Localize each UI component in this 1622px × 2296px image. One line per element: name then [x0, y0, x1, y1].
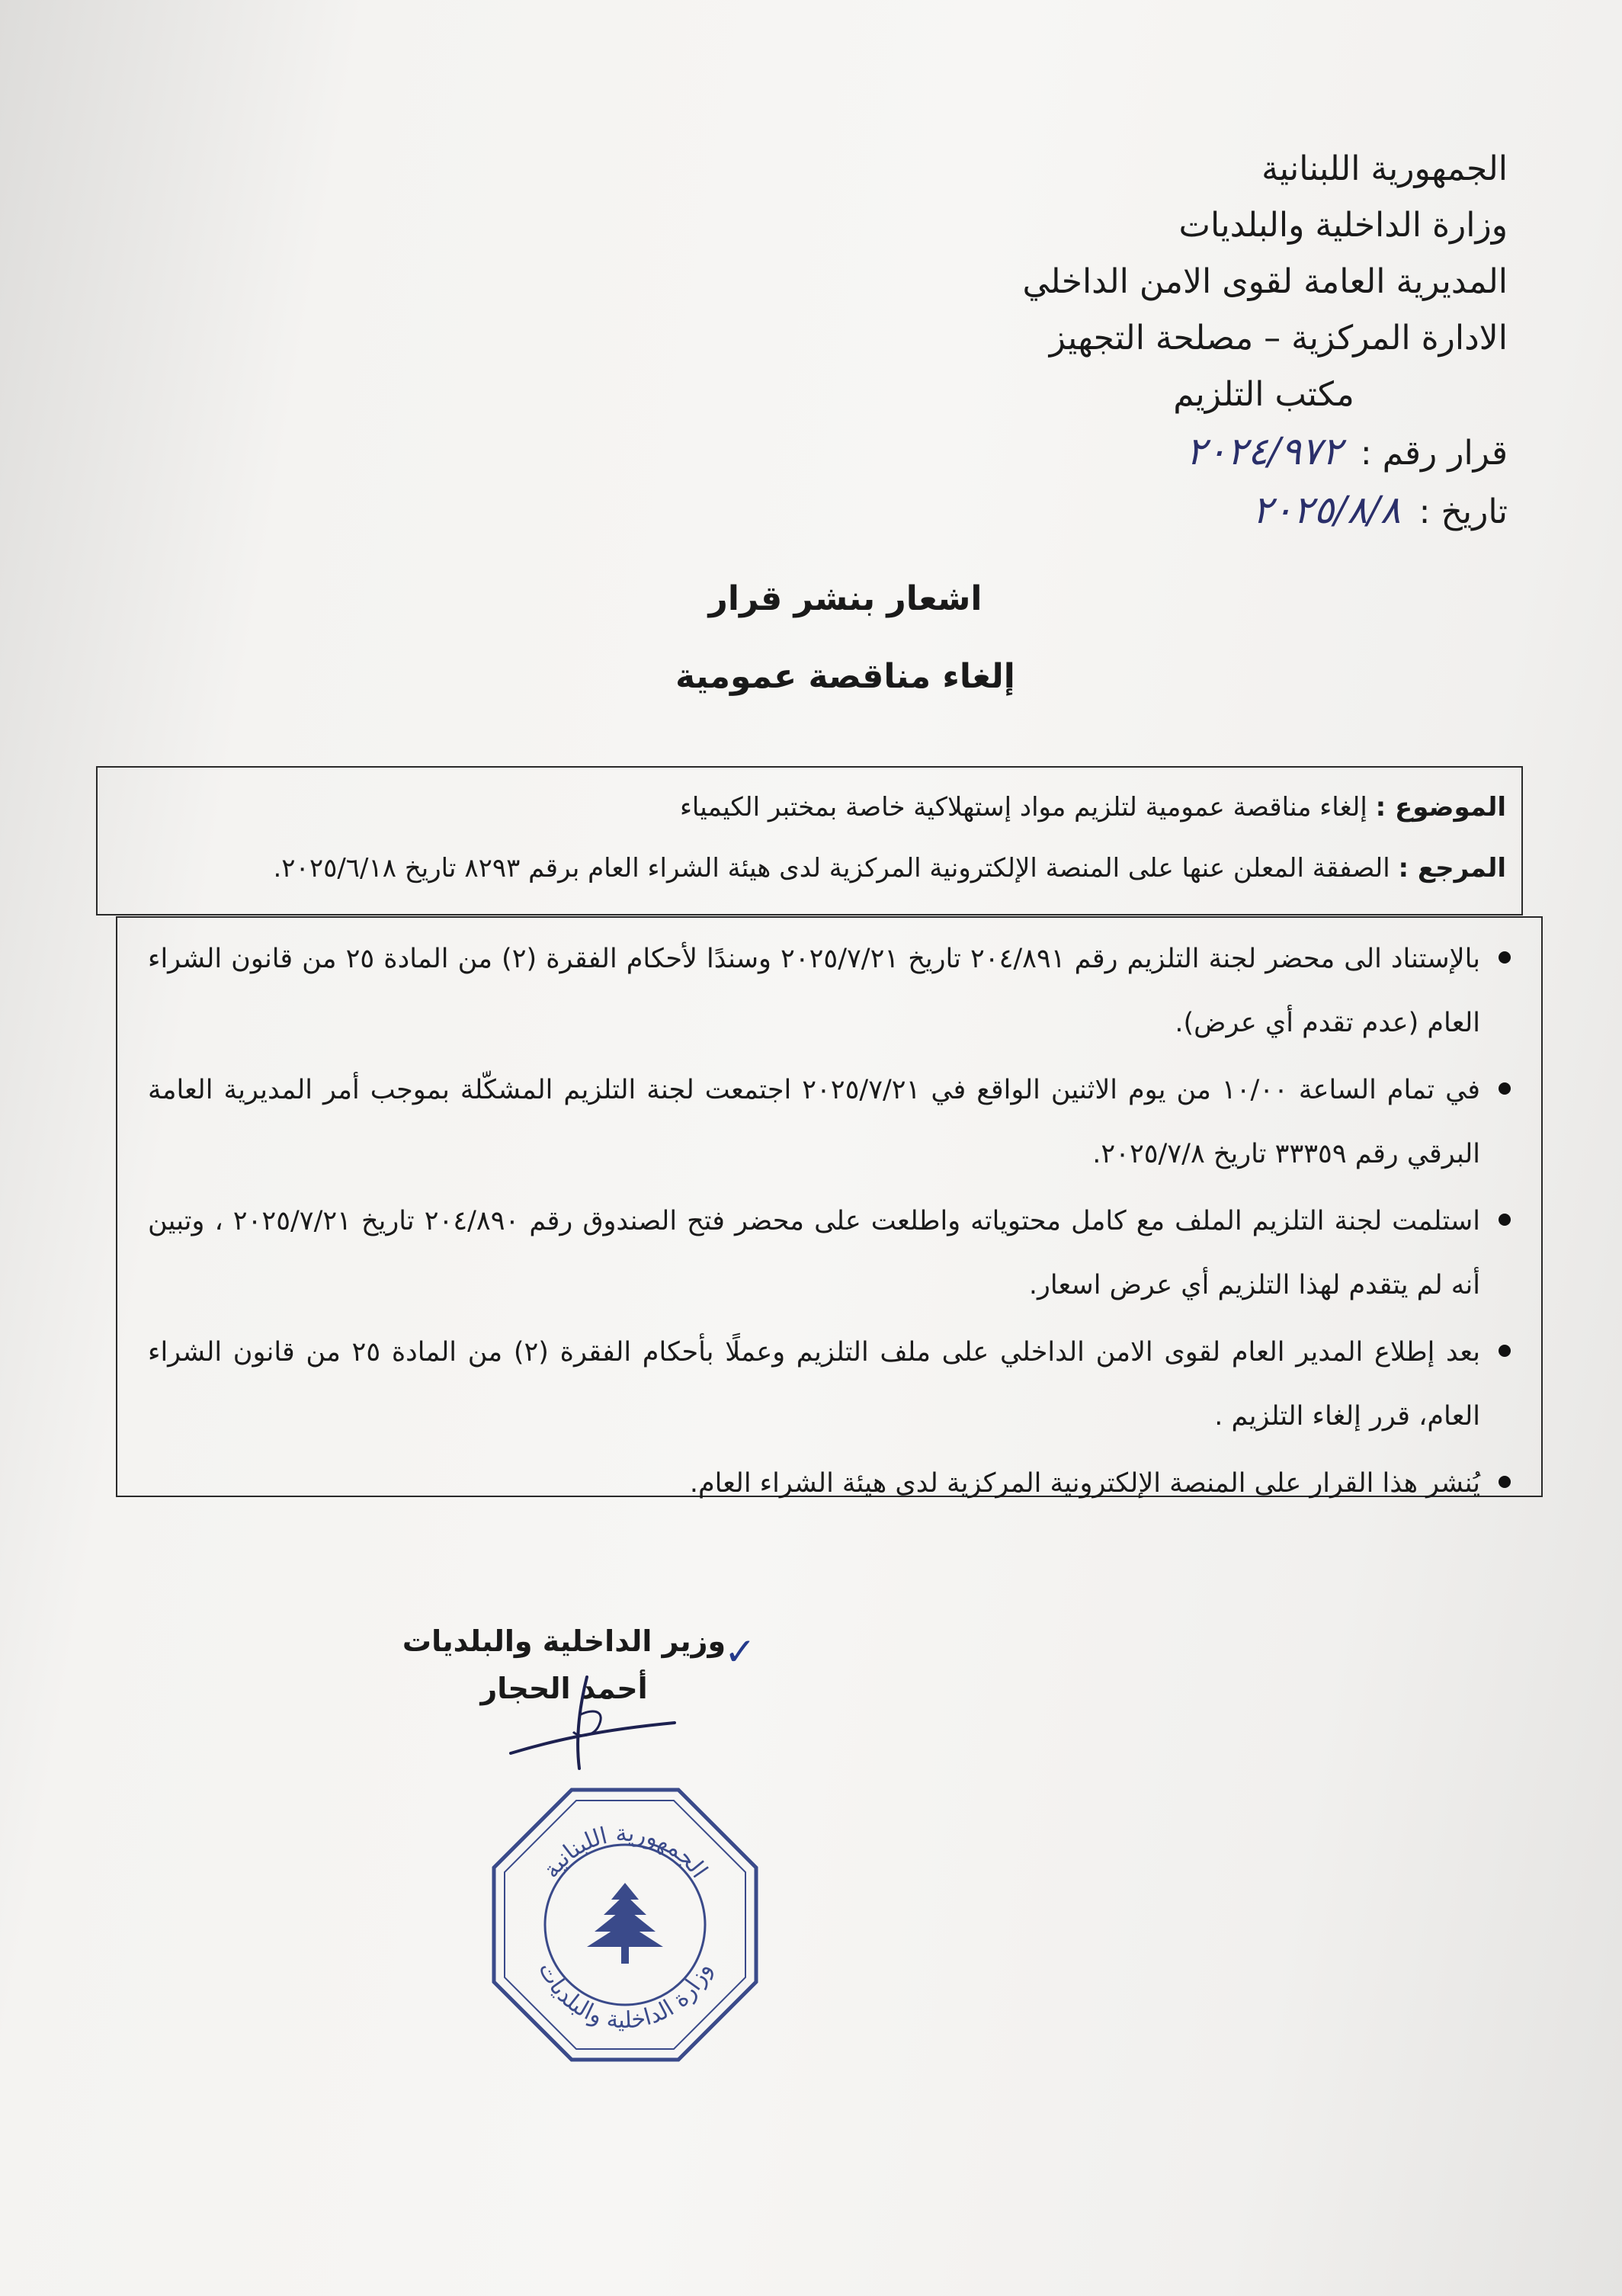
list-item: بعد إطلاع المدير العام لقوى الامن الداخلي على ملف التلزيم وعملًا بأحكام الفقرة (٢) من المادة ٢٥ من قانون الشراء العام، قرر إلغاء التلزيم . — [148, 1320, 1480, 1448]
reference-text: الصفقة المعلن عنها على المنصة الإلكترونية المركزية لدى هيئة الشراء العام برقم ٨٢٩٣ تاريخ ٢٠٢٥/٦/١٨. — [273, 853, 1390, 883]
decision-points-list — [148, 927, 1511, 1515]
decision-number-value: ٢٠٢٤/٩٧٢ — [1186, 429, 1342, 473]
decision-number-line — [913, 423, 1508, 482]
list-item: بالإستناد الى محضر لجنة التلزيم رقم ٢٠٤/٨٩١ تاريخ ٢٠٢٥/٧/٢١ وسندًا لأحكام الفقرة (٢) من المادة ٢٥ من قانون الشراء العام (عدم تقدم أي عرض). — [148, 927, 1480, 1055]
header-office: مكتب التلزيم — [1173, 375, 1354, 414]
reference-line — [113, 838, 1506, 899]
list-item: استلمت لجنة التلزيم الملف مع كامل محتوياته واطلعت على محضر فتح الصندوق رقم ٢٠٤/٨٩٠ تاريخ ٢٠٢٥/٧/٢١ ، وتبين أنه لم يتقدم لهذا التلزيم أي عرض اسعار. — [148, 1189, 1480, 1317]
header-administration: الادارة المركزية – مصلحة التجهيز — [1049, 319, 1508, 358]
subject-line — [113, 777, 1506, 838]
subject-label: الموضوع : — [1375, 792, 1506, 823]
official-seal — [488, 1784, 762, 2066]
list-item: في تمام الساعة ١٠/٠٠ من يوم الاثنين الواقع في ٢٠٢٥/٧/٢١ اجتمعت لجنة التلزيم المشكّلة بموجب أمر المديرية العامة البرقي رقم ٣٣٣٥٩ تاريخ ٢٠٢٥/٧/٨. — [148, 1058, 1480, 1186]
subject-text: إلغاء مناقصة عمومية لتلزيم مواد إستهلاكية خاصة بمختبر الكيمياء — [679, 792, 1367, 823]
seal-top-text: الجمهورية اللبنانية — [537, 1820, 713, 1884]
decision-number-label: قرار رقم : — [1360, 434, 1508, 473]
subject-box — [96, 766, 1523, 916]
check-mark-icon: ✓ — [724, 1630, 756, 1674]
cedar-icon — [587, 1883, 663, 1964]
date-line — [913, 482, 1508, 540]
decision-body-box — [116, 916, 1543, 1497]
date-label: تاريخ : — [1418, 492, 1508, 531]
seal-bottom-text: وزارة الداخلية والبلديات — [533, 1958, 717, 2035]
list-item: يُنشر هذا القرار على المنصة الإلكترونية المركزية لدى هيئة الشراء العام. — [148, 1451, 1480, 1515]
reference-label: المرجع : — [1398, 853, 1506, 883]
notice-title: اشعار بنشر قرار — [708, 579, 982, 618]
signatory-name: أحمد الحجار — [480, 1672, 648, 1705]
handwritten-signature — [503, 1669, 686, 1776]
header-directorate: المديرية العامة لقوى الامن الداخلي — [1022, 262, 1508, 301]
date-value: ٢٠٢٥/٨/٨ — [1252, 488, 1401, 532]
letterhead — [913, 141, 1508, 540]
signatory-title: وزير الداخلية والبلديات — [402, 1624, 726, 1658]
header-republic: الجمهورية اللبنانية — [1261, 149, 1508, 188]
notice-subtitle: إلغاء مناقصة عمومية — [675, 657, 1015, 696]
header-ministry: وزارة الداخلية والبلديات — [1178, 206, 1508, 245]
